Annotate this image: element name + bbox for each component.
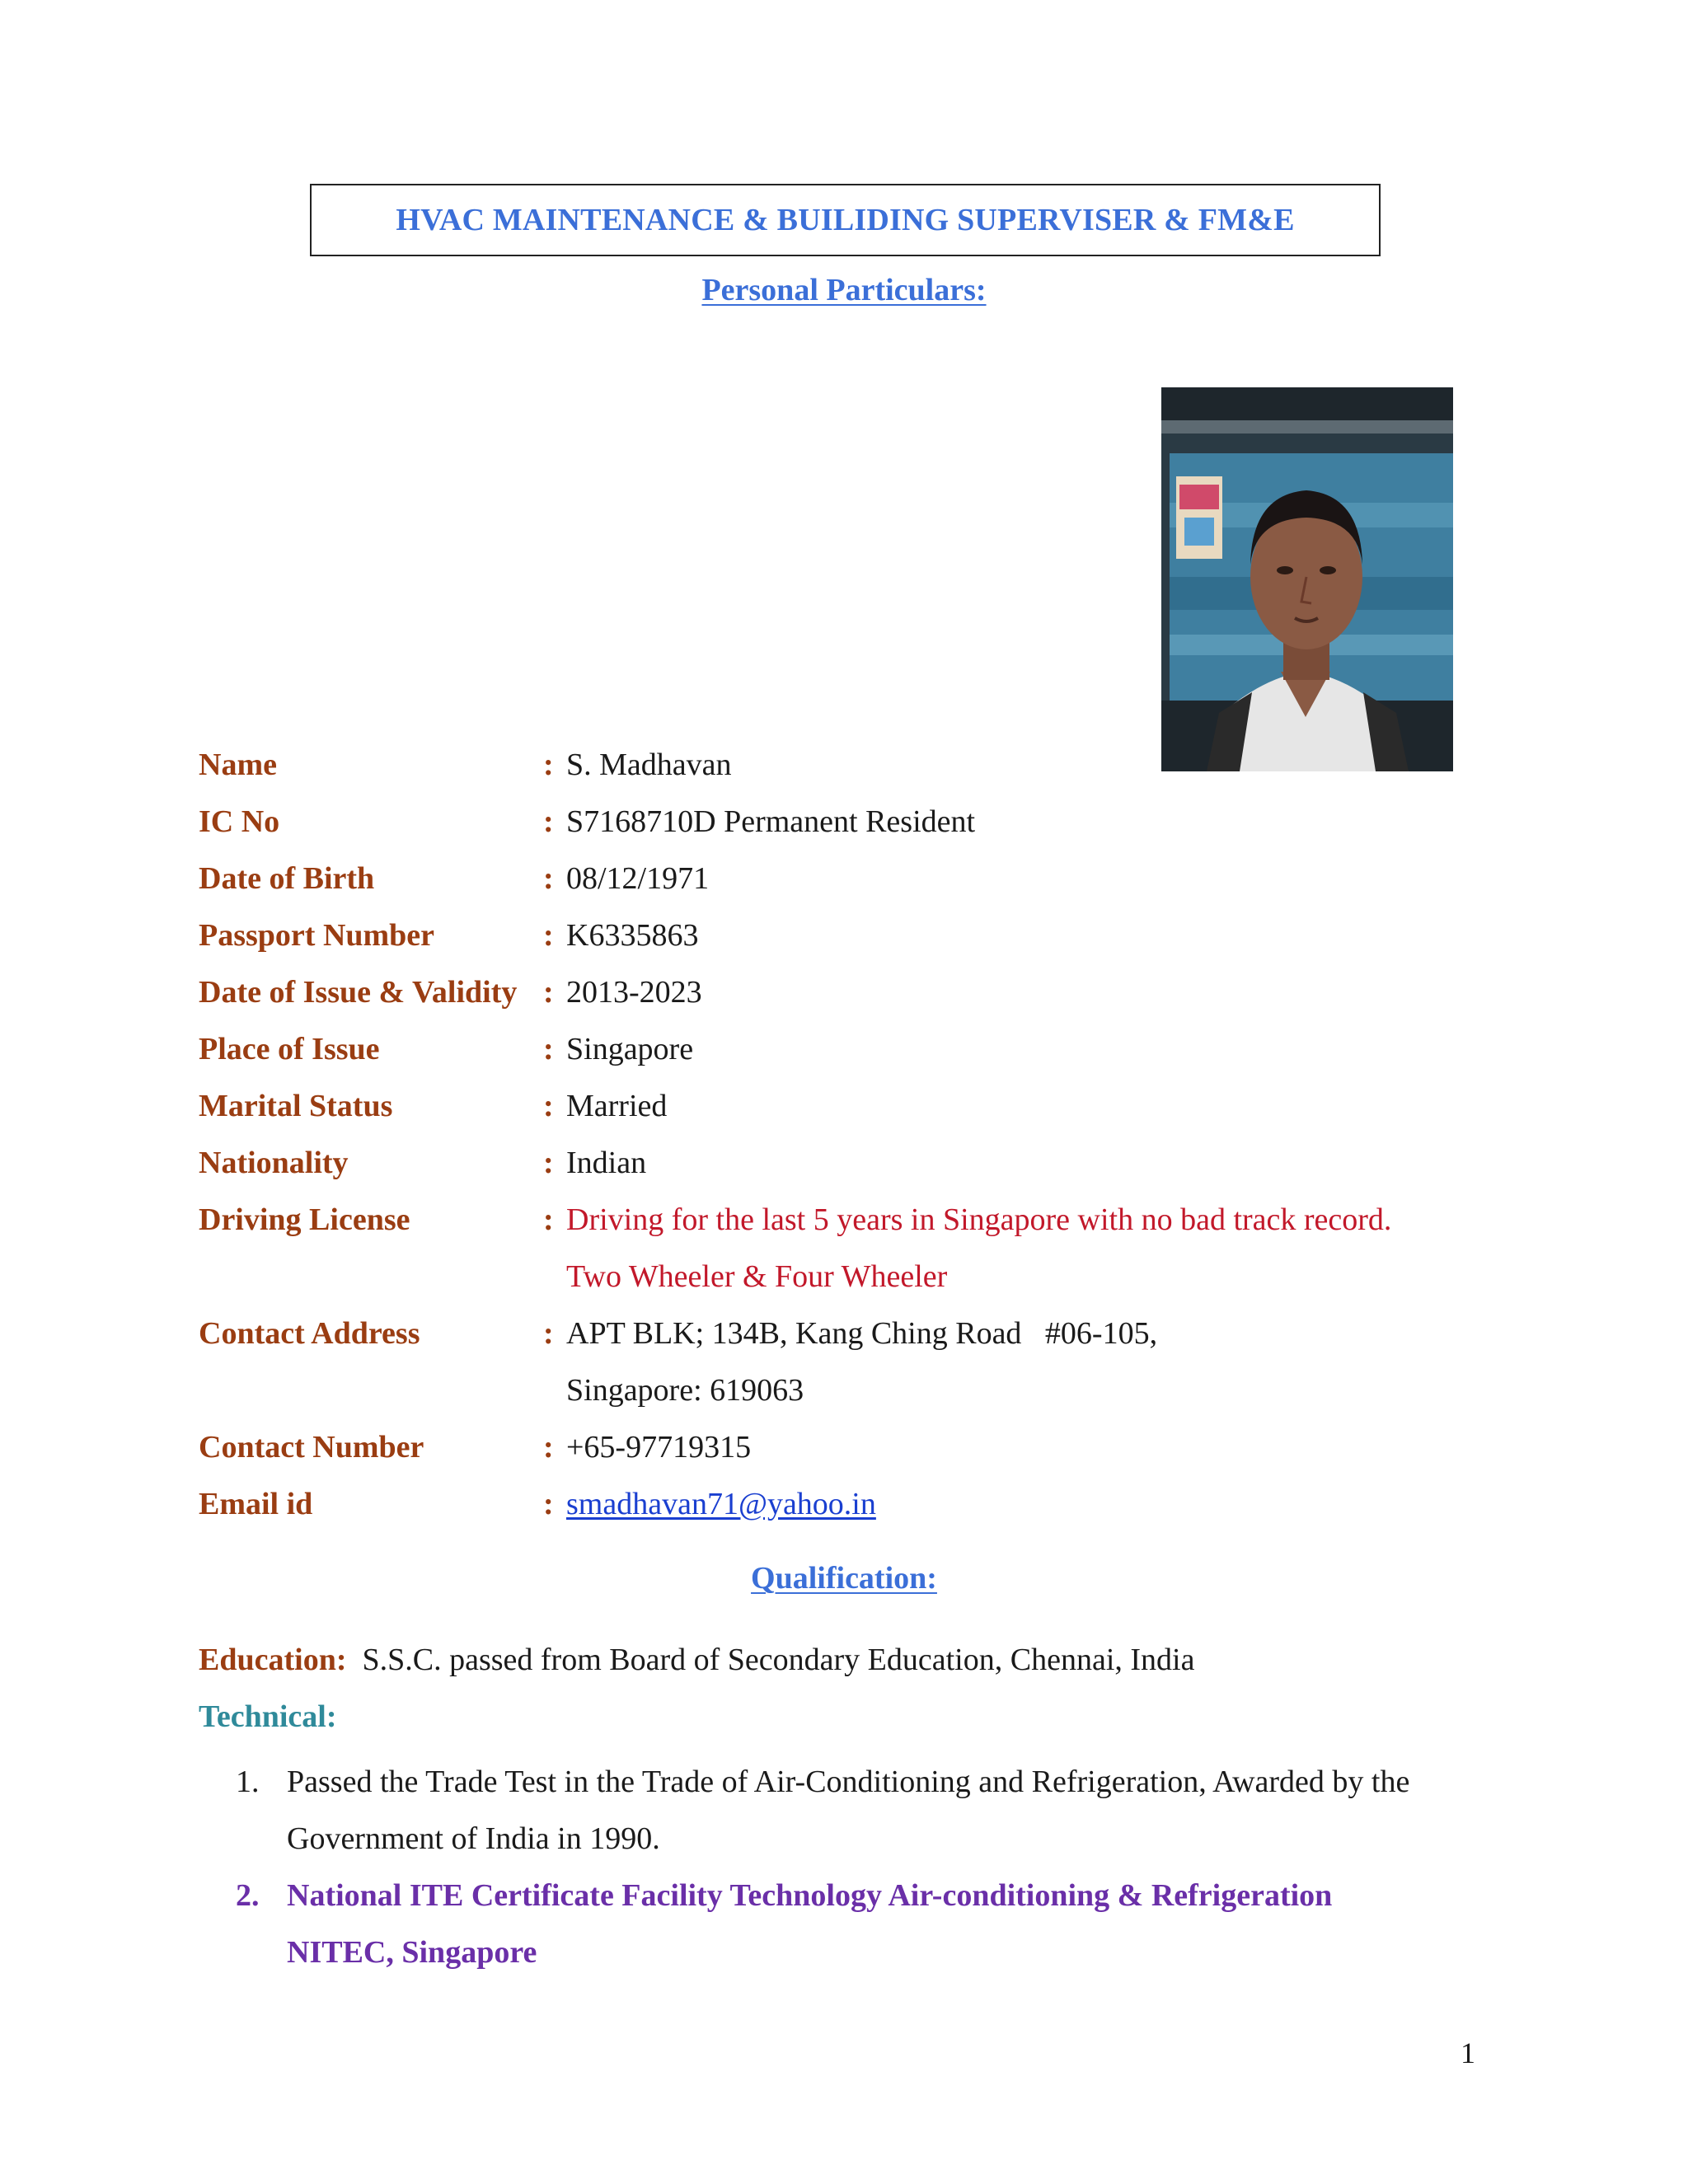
personal-details [199,736,1517,1532]
detail-label: Nationality [199,1145,349,1180]
detail-colon: : [543,1031,554,1066]
detail-row-contact-address-cont [199,1361,1517,1418]
education-value: S.S.C. passed from Board of Secondary Education, Chennai, India [362,1643,1195,1677]
detail-label: Name [199,747,277,782]
page-number: 1 [1461,2036,1475,2069]
detail-label: Driving License [199,1202,410,1237]
detail-value: Driving for the last 5 years in Singapore with no bad track record. [566,1202,1392,1237]
detail-colon: : [543,1315,554,1351]
detail-value: Two Wheeler & Four Wheeler [566,1258,948,1294]
education-line [199,1642,1194,1678]
detail-value: Indian [566,1145,647,1180]
list-item-text: Passed the Trade Test in the Trade of Air-Conditioning and Refrigeration, Awarded by the [287,1765,1410,1799]
detail-row-nationality [199,1134,1517,1191]
detail-value: APT BLK; 134B, Kang Ching Road #06-105, [566,1315,1158,1351]
detail-row-driving-license [199,1191,1517,1248]
detail-value: +65-97719315 [566,1429,752,1465]
detail-value: Singapore [566,1031,694,1066]
detail-value: S. Madhavan [566,747,732,782]
detail-row-date-of-issue [199,963,1517,1020]
detail-row-ic-no [199,793,1517,850]
personal-particulars-heading: Personal Particulars: [701,273,987,307]
detail-row-date-of-birth [199,850,1517,907]
detail-colon: : [543,804,554,839]
detail-colon: : [543,1429,554,1465]
detail-value: S7168710D Permanent Resident [566,804,976,839]
detail-colon: : [543,917,554,953]
detail-value: Singapore: 619063 [566,1372,804,1408]
detail-label: Contact Number [199,1429,424,1465]
email-link[interactable]: smadhavan71@yahoo.in [566,1486,876,1521]
detail-label: Date of Issue & Validity [199,974,518,1010]
detail-label: Date of Birth [199,860,375,896]
detail-colon: : [543,747,554,782]
technical-list [236,1754,1522,1981]
list-item [236,1754,1522,1868]
list-item [236,1868,1522,1981]
detail-label: Place of Issue [199,1031,380,1066]
detail-row-marital-status [199,1077,1517,1134]
detail-row-email [199,1475,1517,1532]
technical-label: Technical: [199,1699,337,1734]
education-label: Education: [199,1643,347,1677]
detail-colon: : [543,974,554,1010]
list-item-text: Government of India in 1990. [287,1821,660,1856]
list-item-number: 1. [236,1765,260,1799]
list-item-text: National ITE Certificate Facility Technology Air-conditioning & Refrigeration [287,1878,1333,1913]
detail-value: Married [566,1088,668,1123]
detail-colon: : [543,860,554,896]
person-photo [1161,387,1453,771]
detail-label: IC No [199,804,280,839]
detail-value: 2013-2023 [566,974,702,1010]
document-title-box [310,184,1381,256]
detail-value: K6335863 [566,917,699,953]
detail-value: 08/12/1971 [566,860,710,896]
detail-colon: : [543,1145,554,1180]
detail-row-place-of-issue [199,1020,1517,1077]
detail-label: Email id [199,1486,313,1521]
detail-label: Marital Status [199,1088,393,1123]
detail-row-contact-address [199,1305,1517,1361]
list-item-text: NITEC, Singapore [287,1935,537,1970]
detail-row-contact-number [199,1418,1517,1475]
detail-colon: : [543,1202,554,1237]
detail-colon: : [543,1486,554,1521]
detail-label: Passport Number [199,917,435,953]
detail-label: Contact Address [199,1315,420,1351]
qualification-heading: Qualification: [751,1561,937,1596]
detail-colon: : [543,1088,554,1123]
detail-row-passport-number [199,907,1517,963]
list-item-number: 2. [236,1878,260,1913]
document-title: HVAC MAINTENANCE & BUILIDING SUPERVISER & FM&E [396,203,1295,237]
detail-row-name [199,736,1517,793]
detail-row-driving-license-cont [199,1248,1517,1305]
